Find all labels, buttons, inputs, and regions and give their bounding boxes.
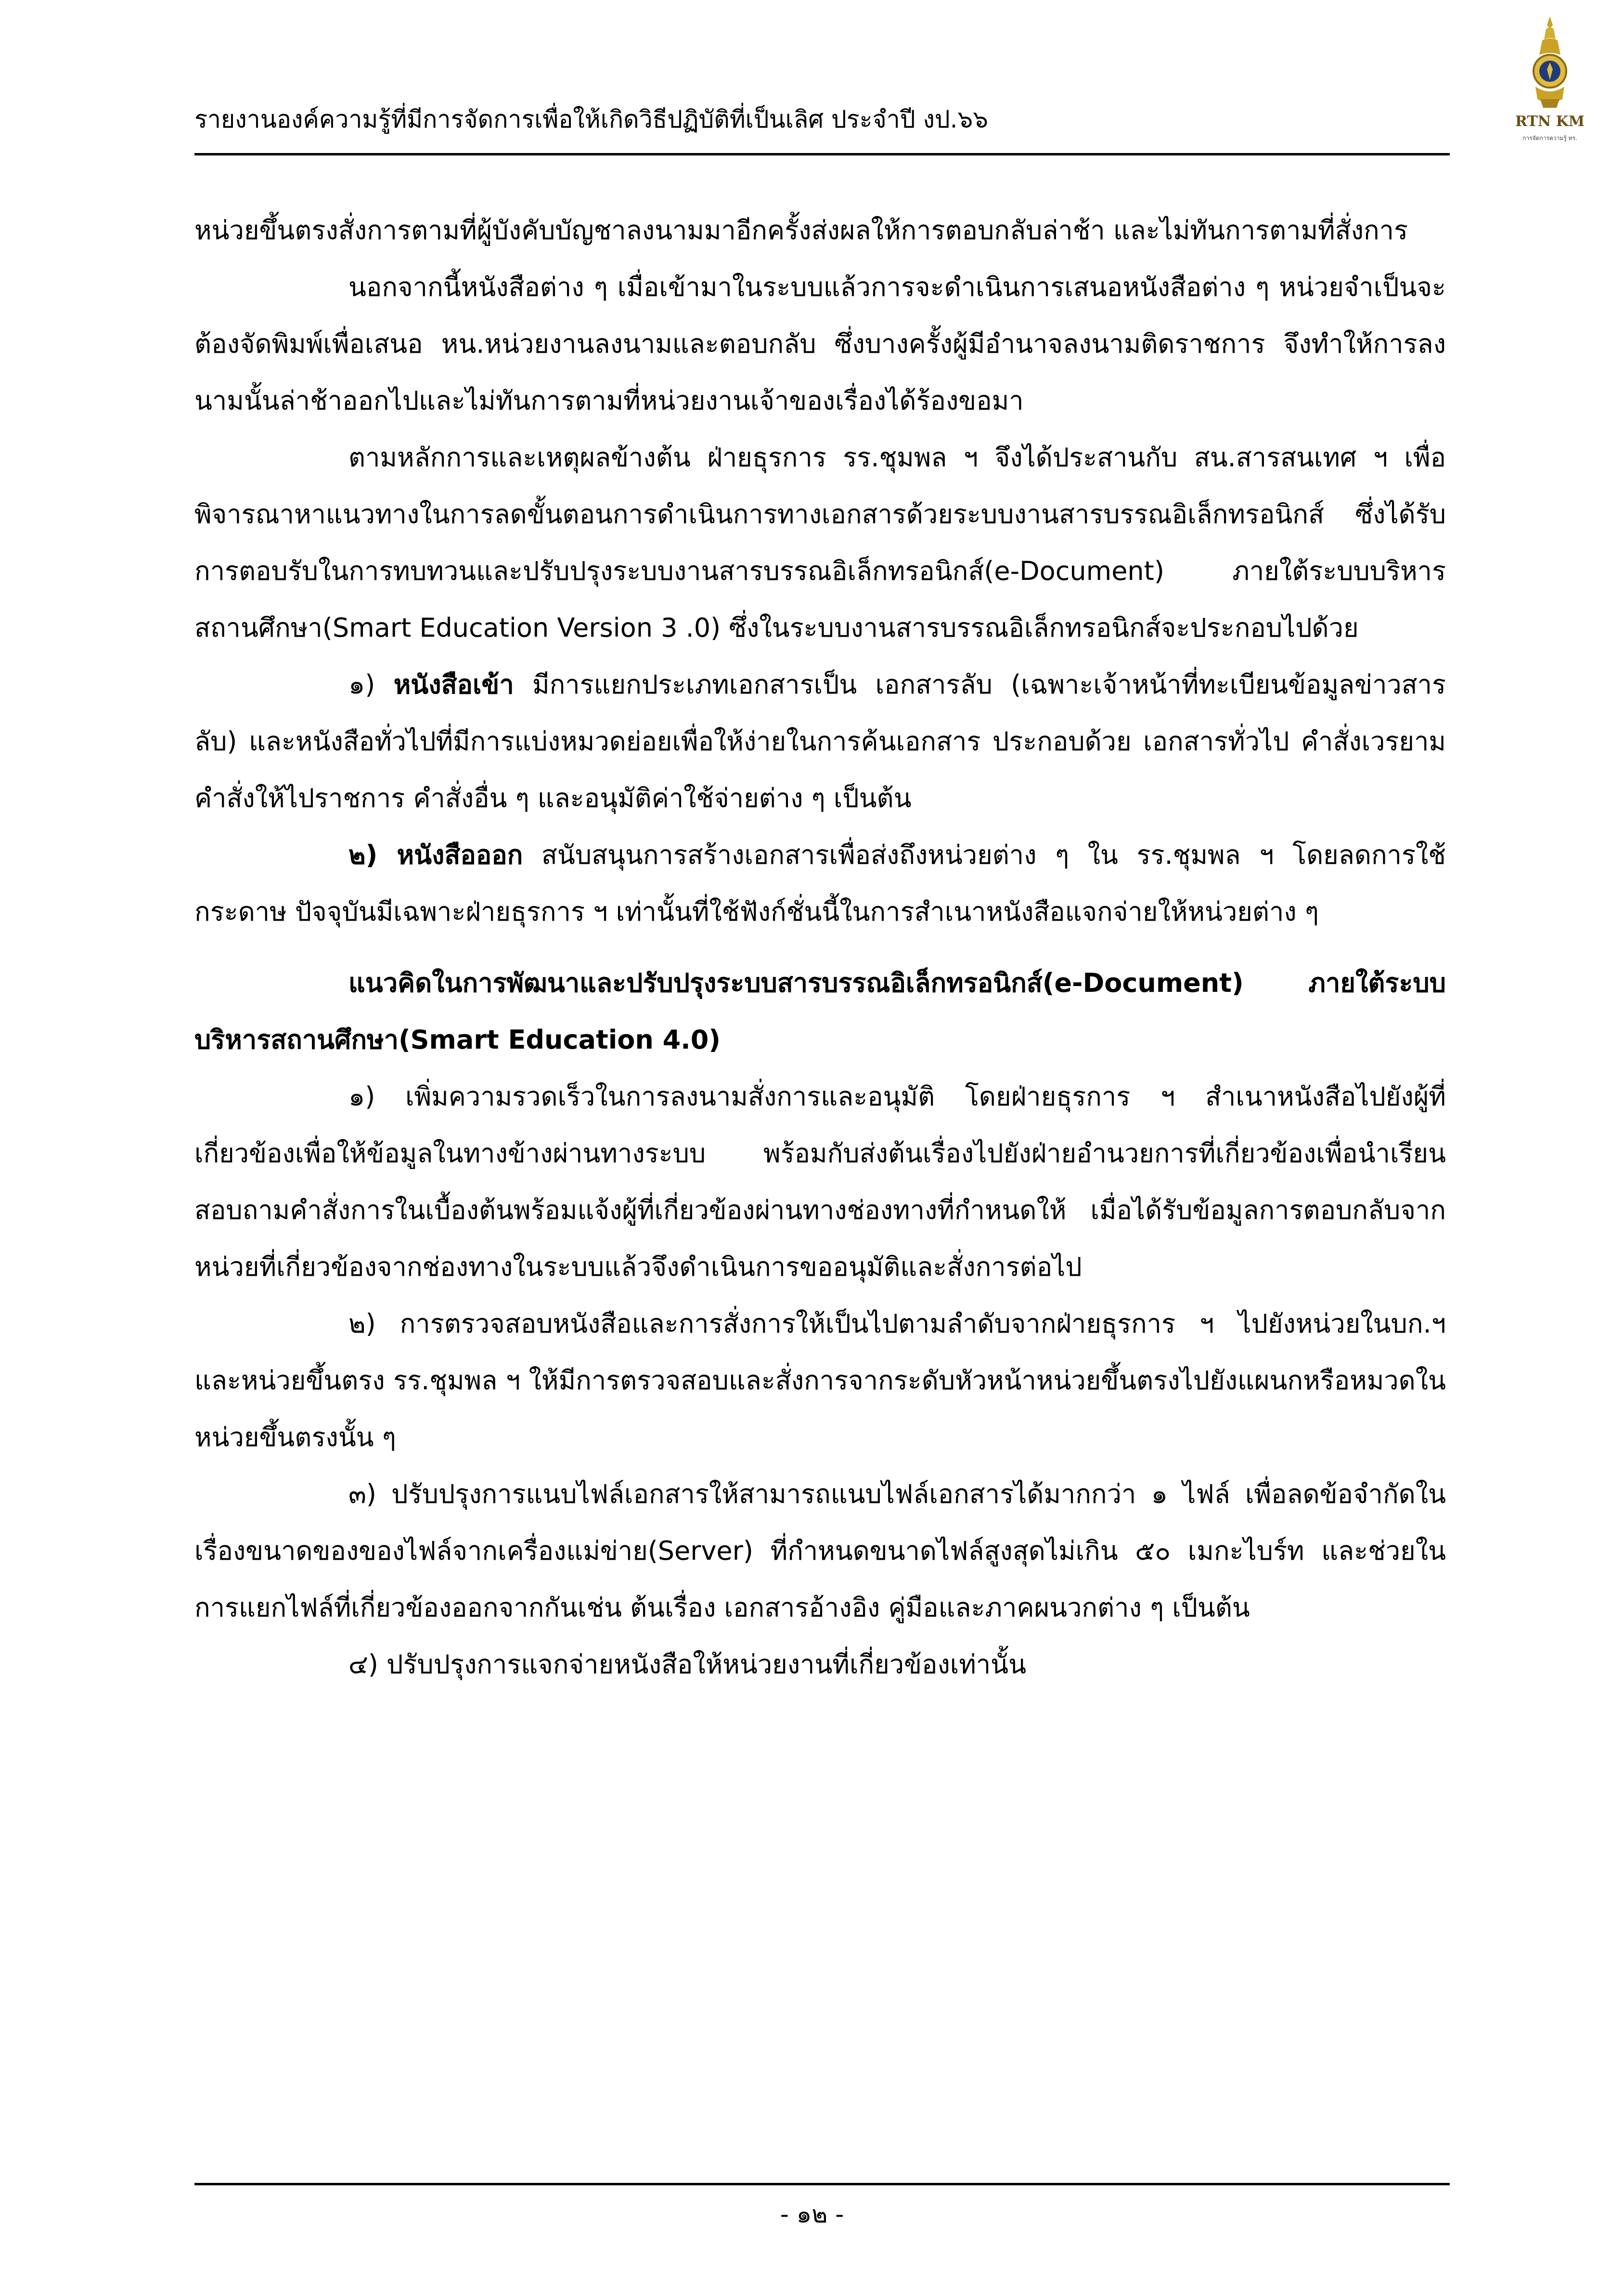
item1-number: ๑) xyxy=(348,669,394,700)
point-4: ๔) ปรับปรุงการแจกจ่ายหนังสือให้หน่วยงานที่เกี่ยวข้องเท่านั้น xyxy=(348,1649,1027,1680)
document-body xyxy=(194,202,1446,1693)
item2-text: สนับสนุนการสร้างเอกสารเพื่อส่งถึงหน่วยต่าง ๆ ใน รร.ชุมพล ฯ โดยลดการใช้กระดาษ ปัจจุบันมีเฉพาะฝ่ายธุรการ ฯ เท่านั้นที่ใช้ฟังก์ชั่นนี้ในการสำเนาหนังสือแจกจ่ายให้หน่วยต่าง ๆ xyxy=(194,840,1446,927)
item1-text: มีการแยกประเภทเอกสารเป็น เอกสารลับ (เฉพาะเจ้าหน้าที่ทะเบียนข้อมูลข่าวสารลับ) และหนังสือทั่วไปที่มีการแบ่งหมวดย่อยเพื่อให้ง่ายในการค้นเอกสาร ประกอบด้วย เอกสารทั่วไป คำสั่งเวรยาม คำสั่งให้ไปราชการ คำสั่งอื่น ๆ และอนุมัติค่าใช้จ่ายต่าง ๆ เป็นต้น xyxy=(194,669,1446,813)
header-divider xyxy=(194,153,1450,155)
paragraph-3: ตามหลักการและเหตุผลข้างต้น ฝ่ายธุรการ รร.ชุมพล ฯ จึงได้ประสานกับ สน.สารสนเทศ ฯ เพื่อพิจารณาหาแนวทางในการลดขั้นตอนการดำเนินการทางเอกสารด้วยระบบงานสารบรรณอิเล็กทรอนิกส์ ซึ่งได้รับการตอบรับในการทบทวนและปรับปรุงระบบงานสารบรรณอิเล็กทรอนิกส์(e-Document) ภายใต้ระบบบริหารสถานศึกษา(Smart Education Version 3 .0) ซึ่งในระบบงานสารบรรณอิเล็กทรอนิกส์จะประกอบไปด้วย xyxy=(194,442,1446,643)
item2-title: ๒) หนังสือออก xyxy=(348,840,523,870)
crest-icon xyxy=(1521,14,1579,111)
page-header-title: รายงานองค์ความรู้ที่มีการจัดการเพื่อให้เกิดวิธีปฏิบัติที่เป็นเลิศ ประจำปี งป.๖๖ xyxy=(194,105,988,133)
paragraph-1: หน่วยขึ้นตรงสั่งการตามที่ผู้บังคับบัญชาลงนามมาอีกครั้งส่งผลให้การตอบกลับล่าช้า และไม่ทันการตามที่สั่งการ xyxy=(194,215,1408,245)
logo-text: RTN KM xyxy=(1515,113,1585,130)
page-number: - ๑๒ - xyxy=(780,2200,844,2228)
item1-title: หนังสือเข้า xyxy=(393,669,514,700)
outgoing-letters-item xyxy=(194,827,1446,940)
rtn-km-logo xyxy=(1502,14,1598,149)
section-heading: แนวคิดในการพัฒนาและปรับปรุงระบบสารบรรณอิเล็กทรอนิกส์(e-Document) ภายใต้ระบบบริหารสถานศึกษา(Smart Education 4.0) xyxy=(194,968,1446,1055)
paragraph-2: นอกจากนี้หนังสือต่าง ๆ เมื่อเข้ามาในระบบแล้วการจะดำเนินการเสนอหนังสือต่าง ๆ หน่วยจำเป็นจะต้องจัดพิมพ์เพื่อเสนอ หน.หน่วยงานลงนามและตอบกลับ ซึ่งบางครั้งผู้มีอำนาจลงนามติดราชการ จึงทำให้การลงนามนั้นล่าช้าออกไปและไม่ทันการตามที่หน่วยงานเจ้าของเรื่องได้ร้องขอมา xyxy=(194,272,1446,416)
point-1: ๑) เพิ่มความรวดเร็วในการลงนามสั่งการและอนุมัติ โดยฝ่ายธุรการ ฯ สำเนาหนังสือไปยังผู้ที่เกี่ยวข้องเพื่อให้ข้อมูลในทางข้างผ่านทางระบบ พร้อมกับส่งต้นเรื่องไปยังฝ่ายอำนวยการที่เกี่ยวข้องเพื่อนำเรียนสอบถามคำสั่งการในเบื้องต้นพร้อมแจ้งผู้ที่เกี่ยวข้องผ่านทางช่องทางที่กำหนดให้ เมื่อได้รับข้อมูลการตอบกลับจากหน่วยที่เกี่ยวข้องจากช่องทางในระบบแล้วจึงดำเนินการขออนุมัติและสั่งการต่อไป xyxy=(194,1081,1446,1282)
logo-subtext: การจัดการความรู้ ทร. xyxy=(1522,135,1577,141)
point-2: ๒) การตรวจสอบหนังสือและการสั่งการให้เป็นไปตามลำดับจากฝ่ายธุรการ ฯ ไปยังหน่วยในบก.ฯ และหน่วยขึ้นตรง รร.ชุมพล ฯ ให้มีการตรวจสอบและสั่งการจากระดับหัวหน้าหน่วยขึ้นตรงไปยังแผนกหรือหมวดในหน่วยขึ้นตรงนั้น ๆ xyxy=(194,1308,1446,1452)
footer-divider xyxy=(194,2183,1450,2185)
point-3: ๓) ปรับปรุงการแนบไฟล์เอกสารให้สามารถแนบไฟล์เอกสารได้มากกว่า ๑ ไฟล์ เพื่อลดข้อจำกัดในเรื่องขนาดของของไฟล์จากเครื่องแม่ข่าย(Server) ที่กำหนดขนาดไฟล์สูงสุดไม่เกิน ๕๐ เมกะไบร์ท และช่วยในการแยกไฟล์ที่เกี่ยวข้องออกจากกันเช่น ต้นเรื่อง เอกสารอ้างอิง คู่มือและภาคผนวกต่าง ๆ เป็นต้น xyxy=(194,1479,1446,1623)
incoming-letters-item xyxy=(194,656,1446,827)
